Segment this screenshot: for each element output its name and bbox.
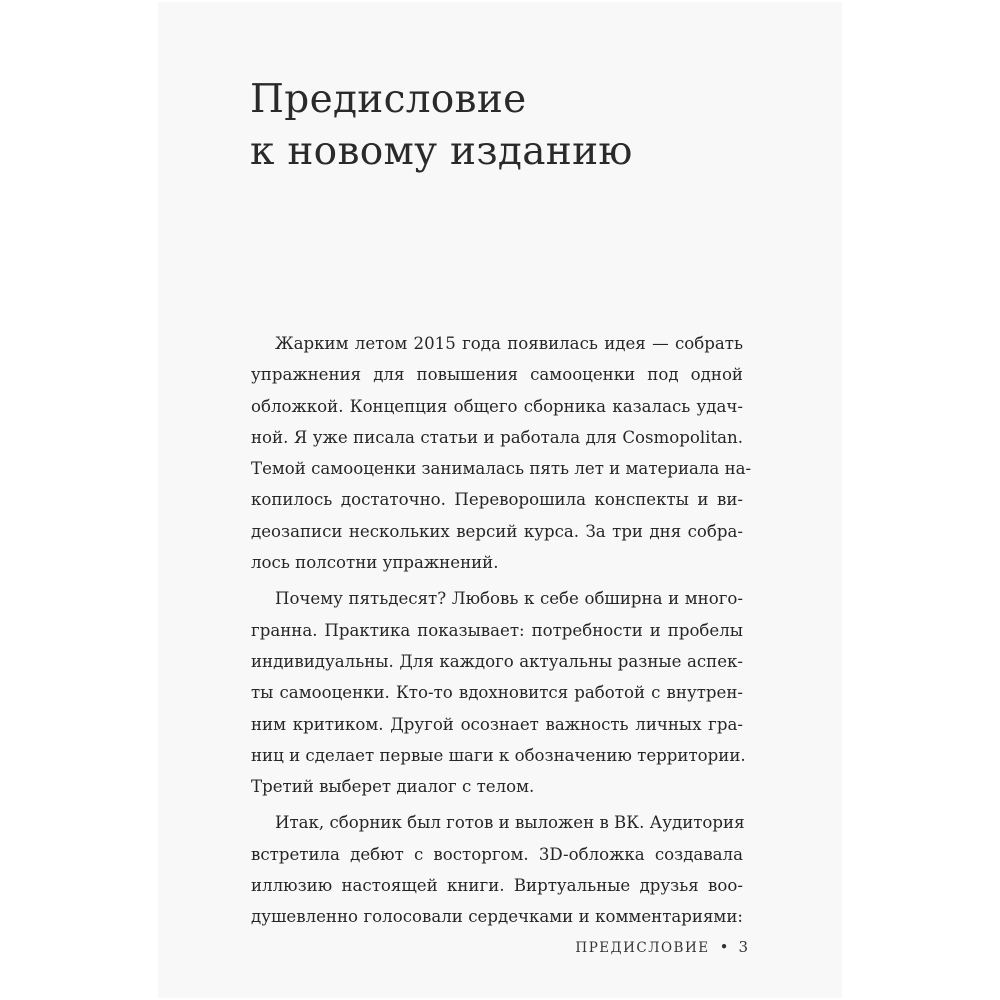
text-line: Итак, сборник был готов и выложен в ВК. Аудитория [275,813,745,833]
paragraph-3 [251,807,743,932]
footer-separator: • [719,938,729,956]
chapter-title-line-1: Предисловие [250,77,527,122]
paragraph-2 [251,583,746,802]
text-line: Жарким летом 2015 года появилась идея — собрать [275,334,743,353]
footer-section-title: ПРЕДИСЛОВИЕ [575,940,710,956]
text-line: обложкой. Концепция общего сборника казалась удач- [251,396,743,416]
text-line: индивидуальны. Для каждого актуальны разные аспек- [251,651,743,671]
chapter-title-line-2: к новому изданию [250,129,633,174]
text-line: гранна. Практика показывает: потребности и пробелы [251,620,743,640]
chapter-title [250,74,633,178]
body-text [251,328,752,938]
paragraph-1 [251,328,752,578]
text-line: встретила дебют с восторгом. 3D-обложка создавала [251,844,743,864]
text-line: ной. Я уже писала статьи и работала для Cosmopolitan. [251,427,743,447]
text-line: душевленно голосовали сердечками и комментариями: [251,907,743,927]
book-page [158,2,842,998]
text-line: Темой самооценки занималась пять лет и материала на- [251,459,752,479]
text-line: деозаписи нескольких версий курса. За три дня собра- [251,521,743,541]
text-line: упражнения для повышения самооценки под одной [251,365,743,385]
text-line: копилось достаточно. Переворошила конспекты и ви- [251,490,743,510]
text-line: иллюзию настоящей книги. Виртуальные друзья воо- [251,876,743,896]
text-line: ним критиком. Другой осознает важность личных гра- [251,714,743,734]
text-line: ты самооценки. Кто-то вдохновится работой с внутрен- [251,683,743,703]
text-line: Почему пятьдесят? Любовь к себе обширна и много- [275,589,743,609]
text-line: лось полсотни упражнений. [251,553,499,573]
page-number: 3 [738,938,748,956]
running-footer [575,938,748,956]
text-line: Третий выберет диалог с телом. [251,777,535,797]
text-line: ниц и сделает первые шаги к обозначению территории. [251,745,746,765]
